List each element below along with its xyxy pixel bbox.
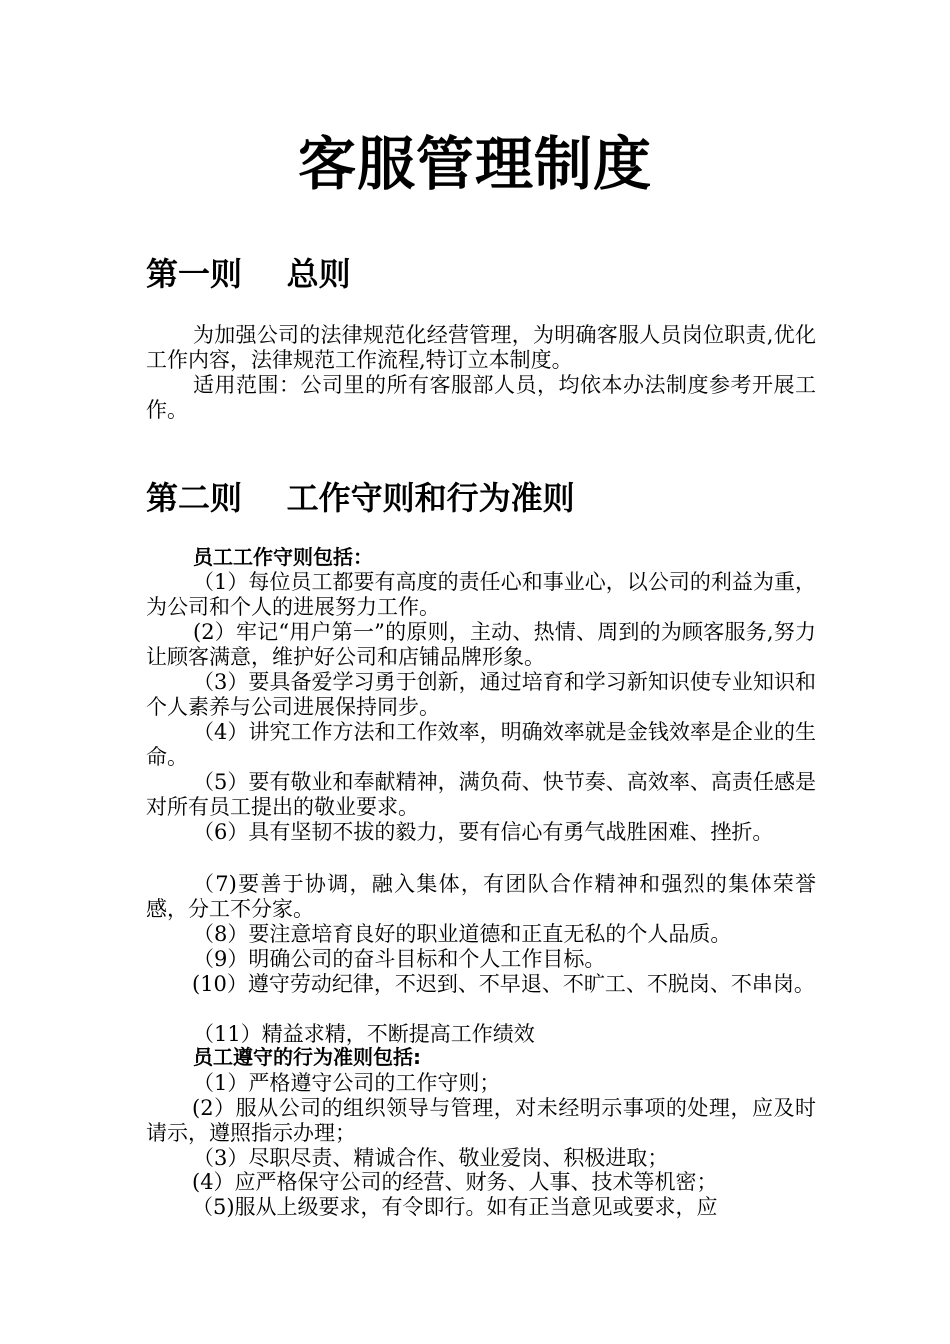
work-rule-item: （8）要注意培育良好的职业道德和正直无私的个人品质。 [193, 922, 732, 946]
subheading-conduct-rules: 员工遵守的行为准则包括: [193, 1045, 421, 1069]
conduct-rule-item: （3）尽职尽责、精诚合作、敬业爱岗、积极进取； [193, 1146, 669, 1170]
paragraph-scope: 适用范围：公司里的所有客服部人员，均依本办法制度参考开展工作。 [146, 373, 816, 422]
conduct-rule-item: （1）严格遵守公司的工作守则； [193, 1071, 501, 1095]
conduct-rule-item: (4）应严格保守公司的经营、财务、人事、技术等机密； [192, 1170, 718, 1194]
section-heading-1: 第一则 总则 [146, 255, 351, 293]
work-rule-item: (10）遵守劳动纪律，不迟到、不早退、不旷工、不脱岗、不串岗。 [192, 972, 815, 996]
work-rule-item: （11）精益求精，不断提高工作绩效 [193, 1022, 535, 1046]
conduct-rule-item: （5)服从上级要求，有令即行。如有正当意见或要求，应 [192, 1195, 718, 1219]
section-heading-2: 第二则 工作守则和行为准则 [146, 479, 575, 517]
work-rule-item: （3）要具备爱学习勇于创新，通过培育和学习新知识使专业知识和个人素养与公司进展保持同步。 [146, 670, 816, 719]
subheading-work-rules: 员工工作守则包括： [193, 545, 373, 569]
work-rule-item: (2）牢记“用户第一”的原则，主动、热情、周到的为顾客服务,努力让顾客满意，维护好公司和店铺品牌形象。 [146, 620, 816, 669]
work-rule-item: （6）具有坚韧不拔的毅力，要有信心有勇气战胜困难、挫折。 [193, 820, 774, 844]
paragraph-purpose: 为加强公司的法律规范化经营管理，为明确客服人员岗位职责,优化工作内容，法律规范工作流程,特订立本制度。 [146, 323, 816, 372]
document-title: 客服管理制度 [297, 130, 652, 198]
work-rule-item: （1）每位员工都要有高度的责任心和事业心，以公司的利益为重， 为公司和个人的进展努力工作。 [146, 570, 816, 619]
work-rule-item: （9）明确公司的奋斗目标和个人工作目标。 [193, 947, 606, 971]
conduct-rule-item: (2）服从公司的组织领导与管理，对未经明示事项的处理，应及时请示，遵照指示办理； [146, 1096, 816, 1145]
work-rule-item: （7)要善于协调，融入集体，有团队合作精神和强烈的集体荣誉感，分工不分家。 [146, 872, 816, 921]
work-rule-item: （5）要有敬业和奉献精神，满负荷、快节奏、高效率、高责任感是对所有员工提出的敬业要求。 [146, 770, 816, 819]
work-rule-item: （4）讲究工作方法和工作效率，明确效率就是金钱效率是企业的生命。 [146, 720, 816, 769]
